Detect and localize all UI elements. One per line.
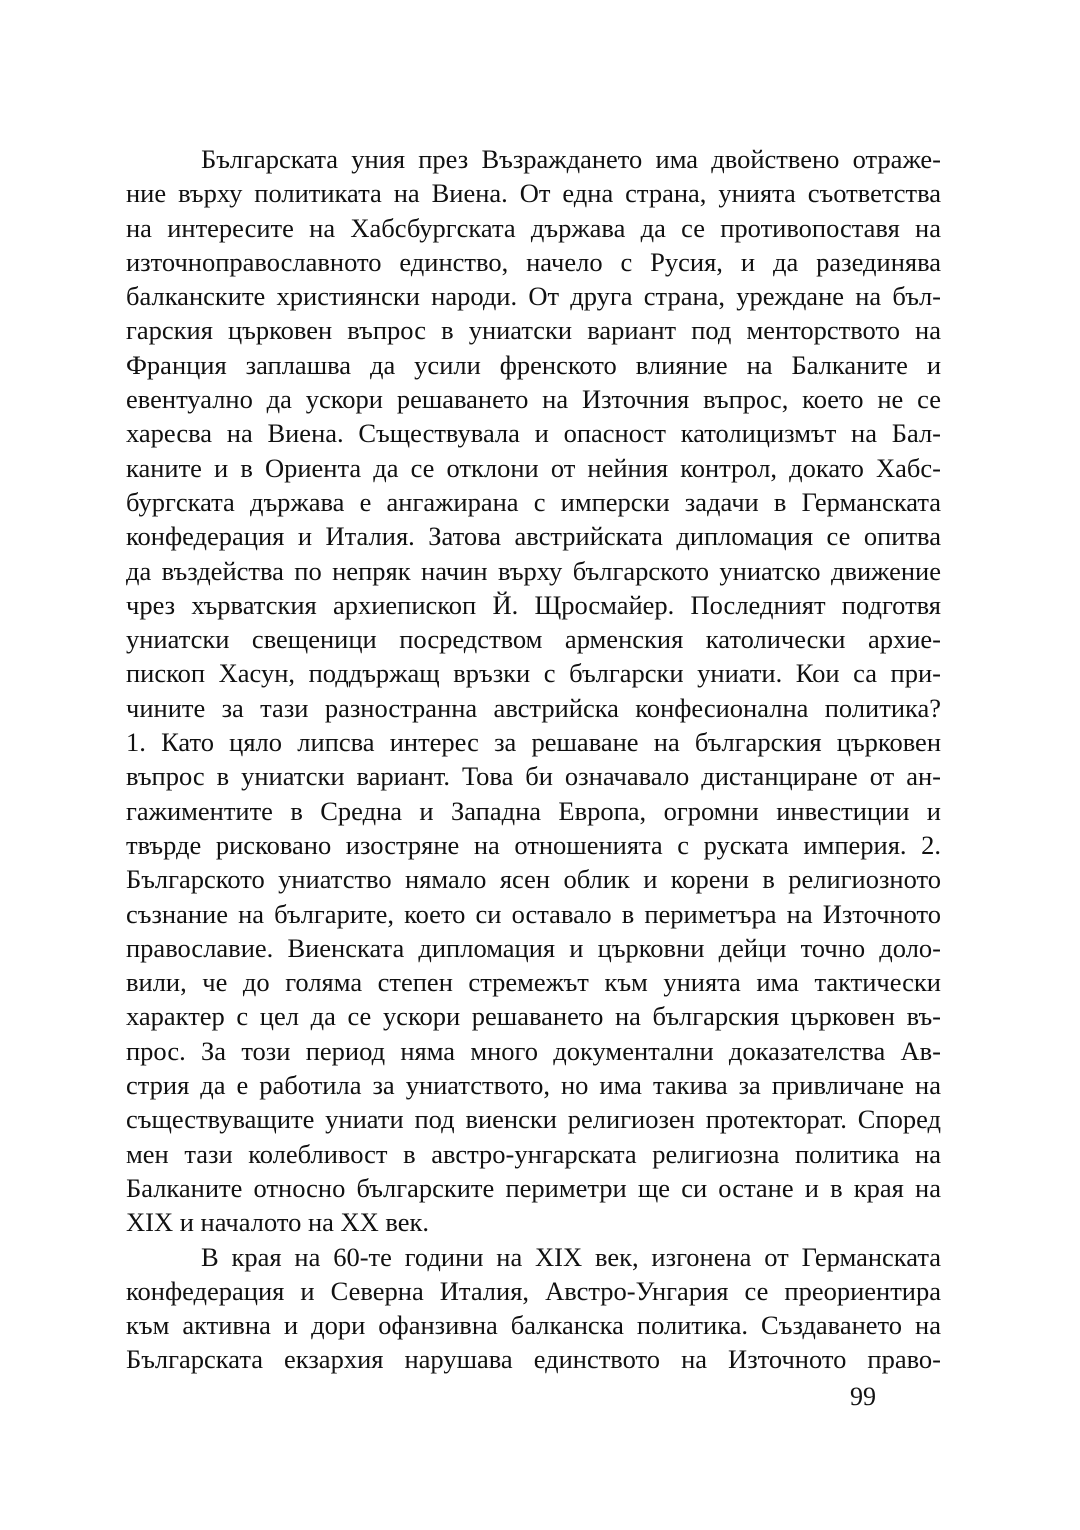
text-line: съществуващите униати под виенски религиозен протекторат. Според	[126, 1104, 941, 1135]
text-line: евентуално да ускори решаването на Източния въпрос, което не се	[126, 384, 941, 415]
text-line: въпрос в униатски вариант. Това би означавало дистанциране от ан-	[126, 761, 941, 792]
text-line: харесва на Виена. Съществувала и опасност католицизмът на Бал-	[126, 418, 941, 449]
text-line: чрез хърватския архиепископ Й. Щросмайер. Последният подготвя	[126, 589, 941, 620]
text-line: конфедерация и Италия. Затова австрийската дипломация се опитва	[126, 521, 941, 552]
text-line: стрия да е работила за униатството, но има такива за привличане на	[126, 1070, 941, 1101]
text-line: Балканите относно българските периметри ще си остане и в края на	[126, 1172, 941, 1203]
text-line: В края на 60-те години на XIX век, изгонена от Германската	[201, 1241, 941, 1272]
text-line: каните и в Ориента да се отклони от нейния контрол, докато Хабс-	[126, 452, 941, 483]
text-line: Франция заплашва да усили френското влияние на Балканите и	[126, 349, 941, 380]
text-line: 1. Като цяло липсва интерес за решаване на българския църковен	[126, 727, 941, 758]
text-line: православие. Виенската дипломация и църковни дейци точно доло-	[126, 932, 941, 963]
text-line: гарския църковен въпрос в униатски вариант под менторството на	[126, 315, 941, 346]
text-line: бургската държава е ангажирана с имперски задачи в Германската	[126, 486, 941, 517]
text-line: Българската екзархия нарушава единството на Източното право-	[126, 1344, 941, 1375]
text-line: чините за тази разностранна австрийска конфесионална политика?	[126, 692, 941, 723]
text-line: Българската уния през Възраждането има двойствено отраже-	[201, 144, 941, 174]
page-number: 99	[850, 1382, 876, 1411]
text-line: да въздейства по непряк начин върху българското униатско движение	[126, 555, 941, 586]
text-line: вили, че до голяма степен стремежът към унията има тактически	[126, 967, 941, 998]
text-line: твърде рисковано изостряне на отношенията с руската империя. 2.	[126, 829, 941, 860]
text-line: мен тази колебливост в австро-унгарската религиозна политика на	[126, 1138, 941, 1169]
text-line: пископ Хасун, поддържащ връзки с български униати. Кои са при-	[126, 658, 941, 689]
text-line: характер с цел да се ускори решаването на българския църковен въ-	[126, 1001, 941, 1032]
text-line: гажиментите в Средна и Западна Европа, огромни инвестиции и	[126, 795, 941, 826]
text-line: униатски свещеници посредством арменския католически архие-	[126, 624, 941, 655]
text-line: ние върху политиката на Виена. От една страна, унията съответства	[126, 178, 941, 209]
text-line: съзнание на българите, което си оставало в периметъра на Източното	[126, 898, 941, 929]
text-line: Българското униатство нямало ясен облик и корени в религиозното	[126, 864, 941, 895]
text-line: XIX и началото на XX век.	[126, 1207, 430, 1238]
text-line: конфедерация и Северна Италия, Австро-Унгария се преориентира	[126, 1275, 941, 1306]
text-line: на интересите на Хабсбургската държава да се противопоставя на	[126, 212, 941, 243]
text-line: балканските християнски народи. От друга страна, уреждане на бъл-	[126, 281, 941, 312]
text-line: прос. За този период няма много документални доказателства Ав-	[126, 1035, 941, 1066]
paragraph-1	[126, 142, 941, 1240]
text-line: източноправославното единство, начело с Русия, и да разединява	[126, 246, 941, 277]
body-text	[126, 142, 941, 1377]
text-line: към активна и дори офанзивна балканска политика. Създаването на	[126, 1310, 941, 1341]
paragraph-2	[126, 1240, 941, 1377]
